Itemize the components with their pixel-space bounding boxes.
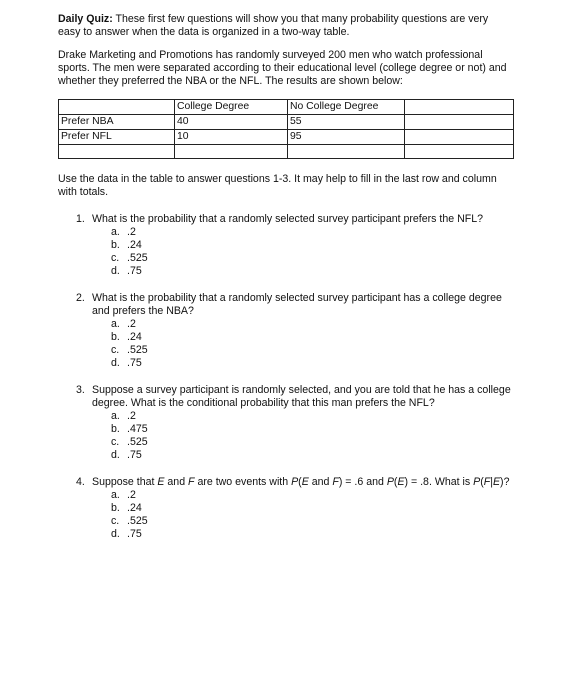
choice-letter: b.: [111, 423, 120, 435]
choice-value: .2: [127, 226, 136, 238]
question-number: 4.: [76, 476, 85, 488]
table-row: [59, 145, 514, 159]
choice-letter: c.: [111, 515, 120, 527]
choice-list: [111, 410, 513, 462]
choice-item: [111, 423, 513, 436]
choice-item: [111, 449, 513, 462]
choice-list: [111, 318, 513, 370]
choice-value: .525: [127, 252, 148, 264]
choice-letter: b.: [111, 239, 120, 251]
row-header-prefer-nfl: Prefer NFL: [59, 130, 175, 145]
choice-item: [111, 489, 513, 502]
choice-item: [111, 528, 513, 541]
choice-value: .75: [127, 528, 142, 540]
table-cell: [59, 145, 175, 159]
choice-value: .2: [127, 318, 136, 330]
question-number: 1.: [76, 213, 85, 225]
table-cell: 10: [175, 130, 288, 145]
choice-letter: c.: [111, 436, 120, 448]
choice-item: [111, 515, 513, 528]
table-cell: [175, 145, 288, 159]
intro-label: Daily Quiz:: [58, 13, 113, 25]
choice-item: [111, 344, 513, 357]
choice-letter: d.: [111, 265, 120, 277]
question-text: What is the probability that a randomly selected survey participant has a college degree and prefers the NBA?: [92, 292, 502, 317]
choice-letter: c.: [111, 252, 120, 264]
row-header-prefer-nba: Prefer NBA: [59, 115, 175, 130]
question-1: [58, 213, 513, 278]
choice-item: [111, 318, 513, 331]
table-cell: [288, 145, 405, 159]
choice-letter: d.: [111, 449, 120, 461]
quiz-page: [58, 13, 513, 555]
choice-value: .2: [127, 410, 136, 422]
choice-letter: a.: [111, 226, 120, 238]
choice-value: .2: [127, 489, 136, 501]
instructions-paragraph: Use the data in the table to answer questions 1-3. It may help to fill in the last row and column with totals.: [58, 173, 497, 198]
choice-value: .24: [127, 239, 142, 251]
table-row: [59, 115, 514, 130]
question-3: [58, 384, 513, 462]
choice-value: .525: [127, 515, 148, 527]
choice-item: [111, 252, 513, 265]
scenario-paragraph: Drake Marketing and Promotions has randomly surveyed 200 men who watch professional sports. The men were separated according to their educational level (college degree or not) and whether they preferred the NBA or the NFL. The results are shown below:: [58, 49, 507, 87]
choice-value: .525: [127, 436, 148, 448]
table-cell: [59, 100, 175, 115]
table-cell: [405, 130, 514, 145]
choice-item: [111, 331, 513, 344]
choice-letter: a.: [111, 489, 120, 501]
question-text: Suppose that E and F are two events with P(E and F) = .6 and P(E) = .8. What is P(F|E)?: [92, 476, 510, 488]
choice-value: .75: [127, 265, 142, 277]
choice-letter: b.: [111, 502, 120, 514]
choice-list: [111, 489, 513, 541]
choice-value: .75: [127, 449, 142, 461]
choice-letter: a.: [111, 410, 120, 422]
choice-item: [111, 436, 513, 449]
table-header-row: [59, 100, 514, 115]
choice-item: [111, 239, 513, 252]
choice-letter: a.: [111, 318, 120, 330]
column-header-total: [405, 100, 514, 115]
choice-value: .475: [127, 423, 148, 435]
choice-item: [111, 226, 513, 239]
choice-value: .24: [127, 502, 142, 514]
table-cell: 55: [288, 115, 405, 130]
two-way-table: [58, 99, 514, 159]
table-cell: [405, 115, 514, 130]
table-cell: [405, 145, 514, 159]
choice-letter: d.: [111, 528, 120, 540]
question-2: [58, 292, 513, 370]
choice-value: .75: [127, 357, 142, 369]
choice-letter: c.: [111, 344, 120, 356]
question-number: 2.: [76, 292, 85, 304]
choice-item: [111, 357, 513, 370]
table-row: [59, 130, 514, 145]
choice-letter: d.: [111, 357, 120, 369]
question-text: Suppose a survey participant is randomly selected, and you are told that he has a college degree. What is the conditional probability that this man prefers the NFL?: [92, 384, 511, 409]
table-cell: 95: [288, 130, 405, 145]
question-text: What is the probability that a randomly selected survey participant prefers the NFL?: [92, 213, 483, 225]
question-4: [58, 476, 513, 541]
question-number: 3.: [76, 384, 85, 396]
choice-item: [111, 502, 513, 515]
choice-letter: b.: [111, 331, 120, 343]
choice-value: .24: [127, 331, 142, 343]
choice-value: .525: [127, 344, 148, 356]
choice-item: [111, 265, 513, 278]
table-cell: 40: [175, 115, 288, 130]
choice-list: [111, 226, 513, 278]
column-header-no-college-degree: No College Degree: [288, 100, 405, 115]
choice-item: [111, 410, 513, 423]
intro-text: These first few questions will show you that many probability questions are very easy to answer when the data is organized in a two-way table.: [58, 13, 489, 38]
intro-paragraph: [58, 13, 513, 39]
column-header-college-degree: College Degree: [175, 100, 288, 115]
